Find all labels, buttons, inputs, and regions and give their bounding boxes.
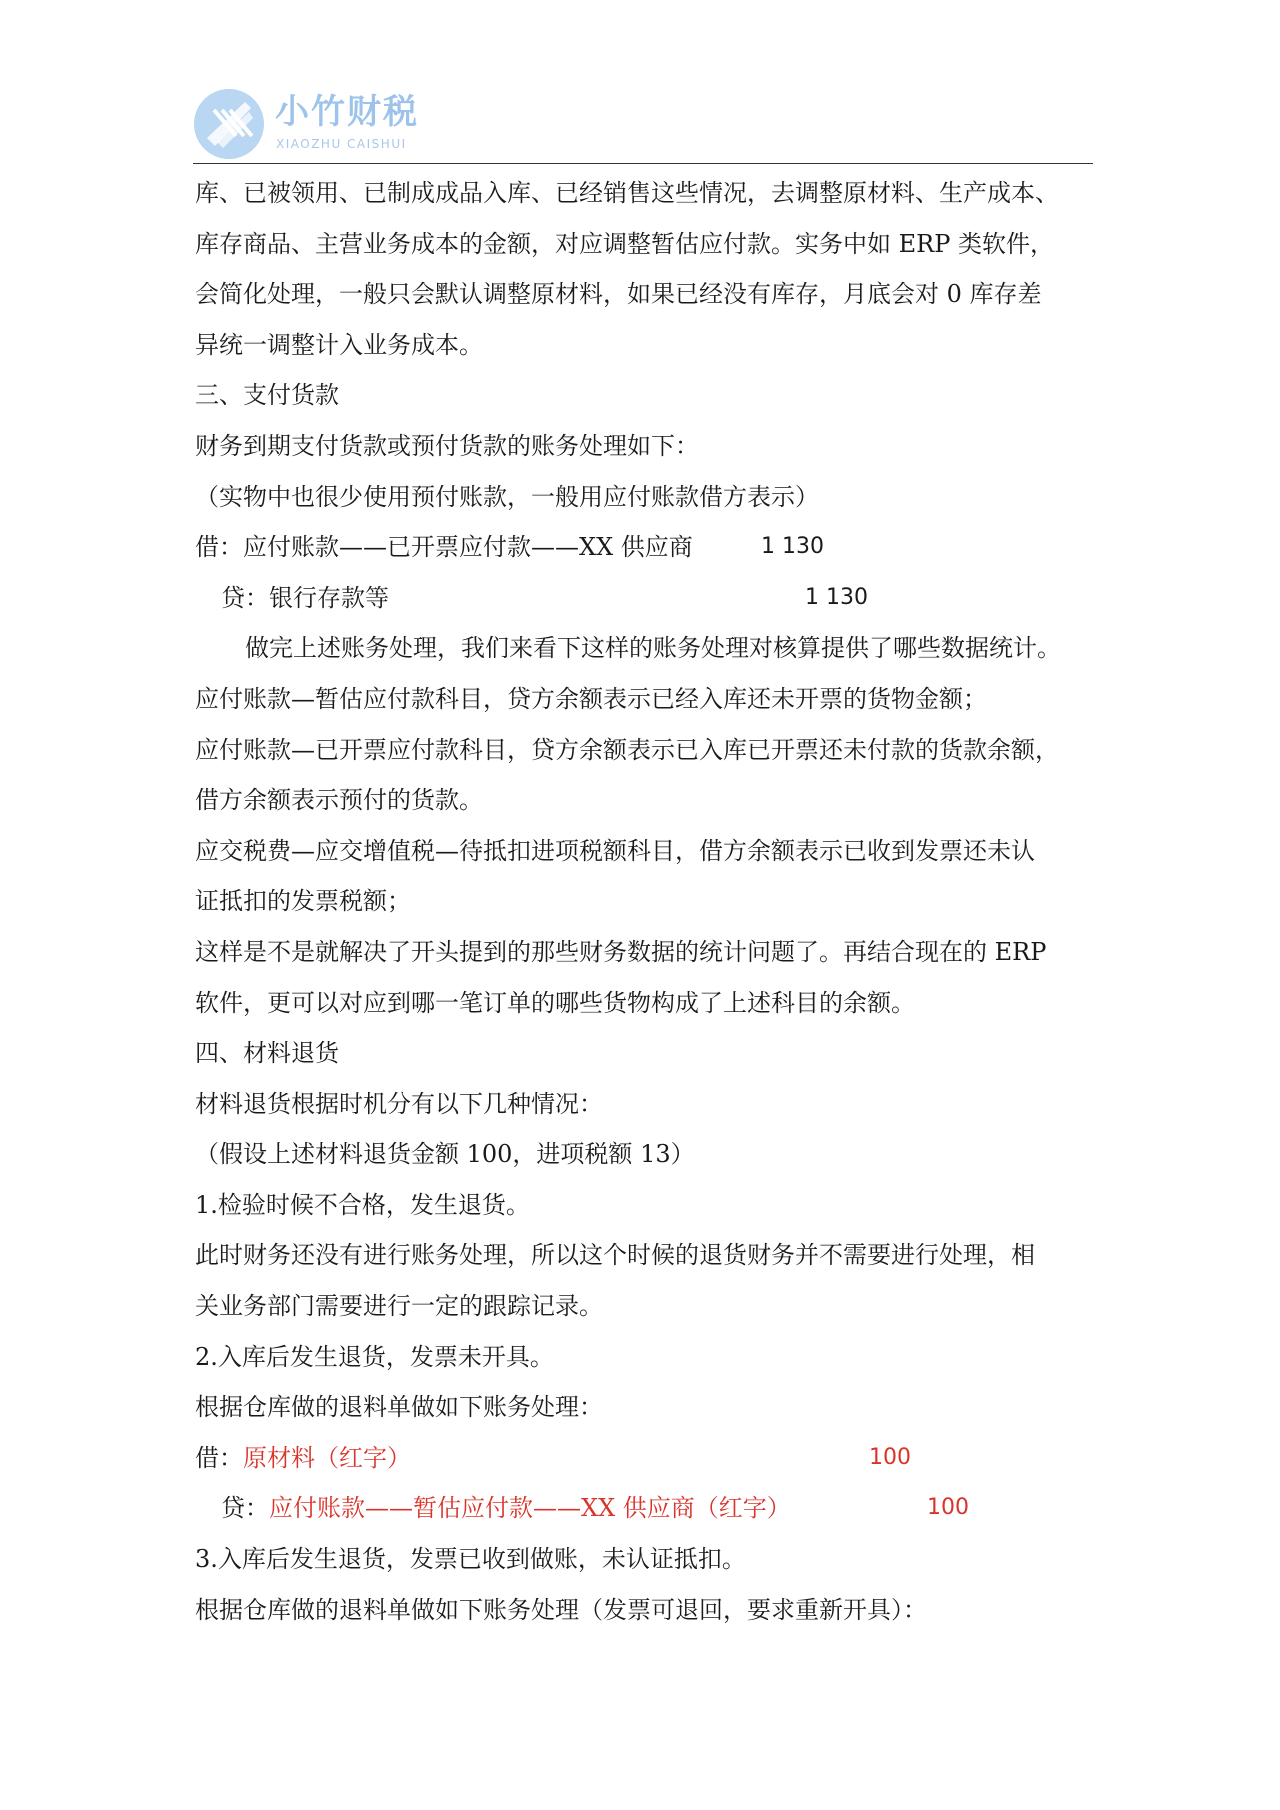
entry-account-red: 应付账款——暂估应付款——XX 供应商（红字） (269, 1494, 791, 1523)
journal-entry-credit (195, 1483, 1115, 1534)
paragraph-line: 财务到期支付货款或预付货款的账务处理如下： (195, 431, 699, 460)
list-item: 2.入库后发生退货，发票未开具。 (195, 1342, 554, 1371)
entry-amount-red: 100 (869, 1444, 911, 1470)
paragraph-line: 材料退货根据时机分有以下几种情况： (195, 1089, 603, 1118)
journal-entry-credit (195, 573, 1115, 624)
paragraph-line: 此时财务还没有进行账务处理，所以这个时候的退货财务并不需要进行处理，相 (195, 1241, 1035, 1270)
paragraph-line: 根据仓库做的退料单做如下账务处理： (195, 1393, 603, 1422)
paragraph-line: 应付账款—已开票应付款科目，贷方余额表示已入库已开票还未付款的货款余额， (195, 735, 1059, 764)
paragraph-line: 应付账款—暂估应付款科目，贷方余额表示已经入库还未开票的货物金额； (195, 684, 987, 713)
entry-amount-red: 100 (927, 1495, 969, 1521)
entry-account: 借：应付账款——已开票应付款——XX 供应商 (195, 533, 693, 562)
paragraph-line: 关业务部门需要进行一定的跟踪记录。 (195, 1292, 603, 1321)
section-heading: 四、材料退货 (195, 1039, 339, 1068)
list-item: 3.入库后发生退货，发票已收到做账，未认证抵扣。 (195, 1545, 746, 1574)
paragraph-line: 做完上述账务处理，我们来看下这样的账务处理对核算提供了哪些数据统计。 (245, 634, 1061, 663)
entry-account-red: 原材料（红字） (243, 1443, 411, 1472)
document-body (195, 168, 1115, 1635)
paragraph-line: 会简化处理，一般只会默认调整原材料，如果已经没有库存，月底会对 0 库存差 (195, 280, 1042, 309)
entry-account: 贷：银行存款等 (221, 583, 389, 612)
bamboo-logo-icon (193, 88, 265, 160)
entry-amount: 1 130 (761, 534, 824, 560)
paragraph-line: 应交税费—应交增值税—待抵扣进项税额科目，借方余额表示已收到发票还未认 (195, 836, 1035, 865)
paragraph-line: 这样是不是就解决了开头提到的那些财务数据的统计问题了。再结合现在的 ERP (195, 937, 1047, 966)
header-divider (193, 163, 1093, 164)
paragraph-line: （实物中也很少使用预付账款，一般用应付账款借方表示） (195, 482, 819, 511)
list-item: 1.检验时候不合格，发生退货。 (195, 1190, 530, 1219)
journal-entry-debit (195, 522, 1115, 573)
paragraph-line: 根据仓库做的退料单做如下账务处理（发票可退回，要求重新开具）： (195, 1595, 927, 1624)
section-heading: 三、支付货款 (195, 381, 339, 410)
paragraph-line: 库存商品、主营业务成本的金额，对应调整暂估应付款。实务中如 ERP 类软件， (195, 229, 1054, 258)
brand-name: 小竹财税 (275, 92, 419, 132)
journal-entry-debit (195, 1433, 1115, 1484)
brand-pinyin: XIAOZHU CAISHUI (276, 137, 407, 151)
entry-prefix: 贷： (221, 1494, 269, 1523)
entry-amount: 1 130 (805, 584, 868, 610)
paragraph-line: 异统一调整计入业务成本。 (195, 330, 483, 359)
paragraph-line: 借方余额表示预付的货款。 (195, 786, 483, 815)
entry-prefix: 借： (195, 1443, 243, 1472)
paragraph-line: 证抵扣的发票税额； (195, 887, 411, 916)
paragraph-line: 库、已被领用、已制成成品入库、已经销售这些情况，去调整原材料、生产成本、 (195, 179, 1059, 207)
paragraph-line: （假设上述材料退货金额 100，进项税额 13） (195, 1140, 695, 1169)
document-header (193, 88, 1093, 164)
paragraph-line: 软件，更可以对应到哪一笔订单的哪些货物构成了上述科目的余额。 (195, 988, 915, 1017)
